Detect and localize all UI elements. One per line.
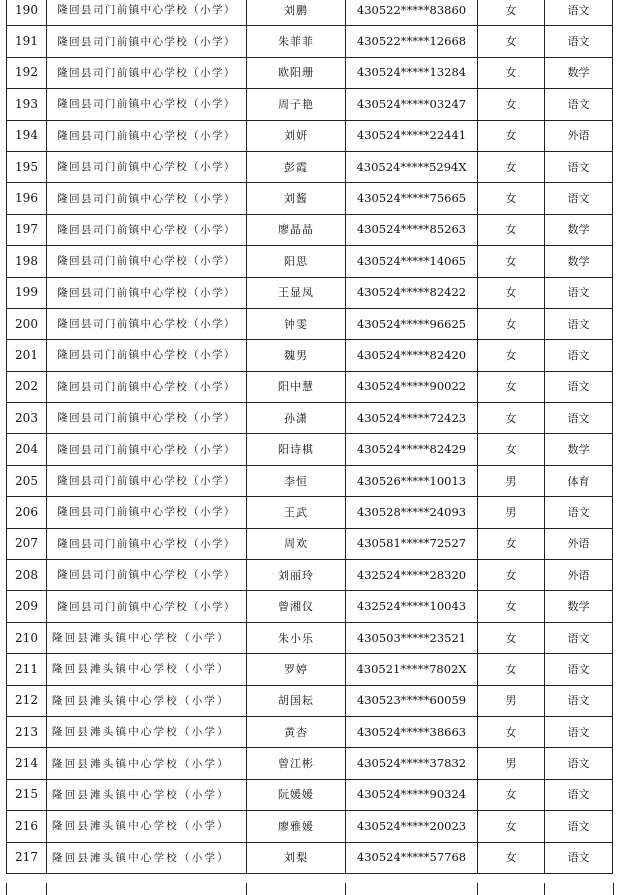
subject-cell: 外语	[545, 120, 613, 151]
subject-cell: 语文	[545, 340, 613, 371]
teacher-name-cell: 刘鹏	[247, 0, 346, 26]
school-name-cell: 隆回县滩头镇中心学校（小学）	[47, 654, 247, 685]
teacher-name-cell: 周欢	[247, 528, 346, 559]
teacher-name-cell: 王武	[247, 497, 346, 528]
row-number-cell: 212	[7, 685, 47, 716]
table-row	[7, 497, 613, 528]
gender-cell: 男	[478, 748, 545, 779]
table-row	[7, 716, 613, 747]
school-name-cell: 隆回县司门前镇中心学校（小学）	[47, 183, 247, 214]
school-name-cell: 隆回县司门前镇中心学校（小学）	[47, 497, 247, 528]
id-number-cell: 430524*****82422	[346, 277, 478, 308]
row-number-cell: 195	[7, 151, 47, 182]
gender-cell: 女	[478, 842, 545, 873]
table-row	[7, 151, 613, 182]
id-number-cell: 430522*****83860	[346, 0, 478, 26]
subject-cell: 语文	[545, 26, 613, 57]
gender-cell: 女	[478, 277, 545, 308]
gender-cell: 女	[478, 120, 545, 151]
school-name-cell: 隆回县司门前镇中心学校（小学）	[47, 434, 247, 465]
row-number-cell: 205	[7, 465, 47, 496]
id-number-cell: 430524*****82429	[346, 434, 478, 465]
teacher-name-cell: 阳中慧	[247, 371, 346, 402]
subject-cell: 语文	[545, 308, 613, 339]
teacher-name-cell: 欧阳珊	[247, 57, 346, 88]
teacher-name-cell: 廖雅媛	[247, 811, 346, 842]
gender-cell: 女	[478, 560, 545, 591]
id-number-cell: 432524*****10043	[346, 591, 478, 622]
table-row	[7, 842, 613, 873]
id-number-cell: 430524*****20023	[346, 811, 478, 842]
id-number-cell: 430524*****13284	[346, 57, 478, 88]
gender-cell: 女	[478, 151, 545, 182]
row-number-cell: 198	[7, 246, 47, 277]
subject-cell: 体育	[545, 465, 613, 496]
subject-cell: 语文	[545, 151, 613, 182]
teacher-name-cell: 阮媛媛	[247, 779, 346, 810]
table-row	[7, 622, 613, 653]
school-name-cell: 隆回县司门前镇中心学校（小学）	[47, 57, 247, 88]
subject-cell: 语文	[545, 622, 613, 653]
row-number-cell: 197	[7, 214, 47, 245]
school-name-cell: 隆回县司门前镇中心学校（小学）	[47, 591, 247, 622]
school-name-cell: 隆回县司门前镇中心学校（小学）	[47, 465, 247, 496]
id-number-cell: 430524*****22441	[346, 120, 478, 151]
subject-cell: 数学	[545, 591, 613, 622]
roster-table-body	[7, 0, 613, 873]
school-name-cell: 隆回县司门前镇中心学校（小学）	[47, 340, 247, 371]
id-number-cell: 430524*****82420	[346, 340, 478, 371]
school-name-cell: 隆回县司门前镇中心学校（小学）	[47, 151, 247, 182]
gender-cell: 女	[478, 214, 545, 245]
row-number-cell: 211	[7, 654, 47, 685]
table-row	[7, 528, 613, 559]
teacher-name-cell: 朱菲菲	[247, 26, 346, 57]
teacher-name-cell: 阳思	[247, 246, 346, 277]
teacher-name-cell: 孙潇	[247, 403, 346, 434]
row-number-cell: 207	[7, 528, 47, 559]
roster-table	[6, 0, 613, 874]
row-number-cell: 190	[7, 0, 47, 26]
row-number-cell: 193	[7, 89, 47, 120]
subject-cell: 语文	[545, 716, 613, 747]
subject-cell: 数学	[545, 214, 613, 245]
school-name-cell: 隆回县司门前镇中心学校（小学）	[47, 560, 247, 591]
row-number-cell: 196	[7, 183, 47, 214]
school-name-cell: 隆回县司门前镇中心学校（小学）	[47, 120, 247, 151]
id-number-cell: 430524*****90324	[346, 779, 478, 810]
table-row	[7, 89, 613, 120]
id-number-cell: 430524*****38663	[346, 716, 478, 747]
subject-cell: 语文	[545, 842, 613, 873]
subject-cell: 语文	[545, 0, 613, 26]
gender-cell: 女	[478, 340, 545, 371]
row-number-cell: 204	[7, 434, 47, 465]
teacher-name-cell: 罗婷	[247, 654, 346, 685]
teacher-name-cell: 彭霞	[247, 151, 346, 182]
teacher-name-cell: 王显凤	[247, 277, 346, 308]
row-number-cell: 209	[7, 591, 47, 622]
id-number-cell: 430526*****10013	[346, 465, 478, 496]
school-name-cell: 隆回县司门前镇中心学校（小学）	[47, 0, 247, 26]
table-row	[7, 560, 613, 591]
id-number-cell: 430524*****96625	[346, 308, 478, 339]
school-name-cell: 隆回县司门前镇中心学校（小学）	[47, 403, 247, 434]
table-row	[7, 308, 613, 339]
table-row	[7, 465, 613, 496]
row-number-cell: 206	[7, 497, 47, 528]
table-row	[7, 371, 613, 402]
subject-cell: 语文	[545, 748, 613, 779]
subject-cell: 语文	[545, 497, 613, 528]
row-number-cell: 200	[7, 308, 47, 339]
gender-cell: 女	[478, 779, 545, 810]
school-name-cell: 隆回县司门前镇中心学校（小学）	[47, 528, 247, 559]
id-number-cell: 430521*****7802X	[346, 654, 478, 685]
id-number-cell: 430524*****72423	[346, 403, 478, 434]
table-row	[7, 685, 613, 716]
row-number-cell: 202	[7, 371, 47, 402]
school-name-cell: 隆回县滩头镇中心学校（小学）	[47, 779, 247, 810]
roster-table-wrapper	[6, 0, 613, 874]
gender-cell: 女	[478, 26, 545, 57]
teacher-name-cell: 刘酱	[247, 183, 346, 214]
school-name-cell: 隆回县滩头镇中心学校（小学）	[47, 685, 247, 716]
id-number-cell: 430524*****57768	[346, 842, 478, 873]
gender-cell: 女	[478, 371, 545, 402]
subject-cell: 外语	[545, 528, 613, 559]
row-number-cell: 208	[7, 560, 47, 591]
subject-cell: 数学	[545, 434, 613, 465]
school-name-cell: 隆回县滩头镇中心学校（小学）	[47, 716, 247, 747]
table-row	[7, 748, 613, 779]
id-number-cell: 430524*****85263	[346, 214, 478, 245]
id-number-cell: 430581*****72527	[346, 528, 478, 559]
row-number-cell: 217	[7, 842, 47, 873]
subject-cell: 语文	[545, 277, 613, 308]
gender-cell: 女	[478, 591, 545, 622]
id-number-cell: 430524*****5294X	[346, 151, 478, 182]
table-row	[7, 214, 613, 245]
subject-cell: 语文	[545, 654, 613, 685]
row-number-cell: 194	[7, 120, 47, 151]
teacher-name-cell: 曾湘仪	[247, 591, 346, 622]
id-number-cell: 432524*****28320	[346, 560, 478, 591]
gender-cell: 女	[478, 183, 545, 214]
table-row	[7, 246, 613, 277]
table-row	[7, 277, 613, 308]
table-row	[7, 340, 613, 371]
row-number-cell: 191	[7, 26, 47, 57]
row-number-cell: 201	[7, 340, 47, 371]
teacher-name-cell: 李恒	[247, 465, 346, 496]
id-number-cell: 430524*****14065	[346, 246, 478, 277]
school-name-cell: 隆回县滩头镇中心学校（小学）	[47, 748, 247, 779]
teacher-name-cell: 曾江彬	[247, 748, 346, 779]
id-number-cell: 430524*****90022	[346, 371, 478, 402]
id-number-cell: 430522*****12668	[346, 26, 478, 57]
row-number-cell: 203	[7, 403, 47, 434]
gender-cell: 女	[478, 89, 545, 120]
subject-cell: 语文	[545, 685, 613, 716]
table-row	[7, 434, 613, 465]
table-row	[7, 654, 613, 685]
table-row	[7, 591, 613, 622]
row-number-cell: 215	[7, 779, 47, 810]
school-name-cell: 隆回县司门前镇中心学校（小学）	[47, 246, 247, 277]
teacher-name-cell: 刘妍	[247, 120, 346, 151]
row-number-cell: 216	[7, 811, 47, 842]
teacher-name-cell: 刘丽玲	[247, 560, 346, 591]
gender-cell: 男	[478, 497, 545, 528]
school-name-cell: 隆回县滩头镇中心学校（小学）	[47, 811, 247, 842]
school-name-cell: 隆回县司门前镇中心学校（小学）	[47, 308, 247, 339]
id-number-cell: 430524*****03247	[346, 89, 478, 120]
table-row	[7, 0, 613, 26]
subject-cell: 语文	[545, 811, 613, 842]
gender-cell: 女	[478, 622, 545, 653]
teacher-name-cell: 廖晶晶	[247, 214, 346, 245]
table-row	[7, 26, 613, 57]
teacher-name-cell: 阳诗棋	[247, 434, 346, 465]
row-number-cell: 192	[7, 57, 47, 88]
subject-cell: 语文	[545, 779, 613, 810]
school-name-cell: 隆回县滩头镇中心学校（小学）	[47, 842, 247, 873]
id-number-cell: 430524*****37832	[346, 748, 478, 779]
school-name-cell: 隆回县司门前镇中心学校（小学）	[47, 371, 247, 402]
school-name-cell: 隆回县司门前镇中心学校（小学）	[47, 26, 247, 57]
teacher-name-cell: 朱小乐	[247, 622, 346, 653]
subject-cell: 语文	[545, 183, 613, 214]
id-number-cell: 430528*****24093	[346, 497, 478, 528]
table-row	[7, 57, 613, 88]
table-row	[7, 811, 613, 842]
gender-cell: 女	[478, 57, 545, 88]
school-name-cell: 隆回县司门前镇中心学校（小学）	[47, 277, 247, 308]
teacher-name-cell: 钟雯	[247, 308, 346, 339]
id-number-cell: 430503*****23521	[346, 622, 478, 653]
table-row	[7, 183, 613, 214]
subject-cell: 数学	[545, 57, 613, 88]
gender-cell: 女	[478, 246, 545, 277]
subject-cell: 数学	[545, 246, 613, 277]
gender-cell: 女	[478, 716, 545, 747]
subject-cell: 语文	[545, 371, 613, 402]
gender-cell: 女	[478, 403, 545, 434]
gender-cell: 女	[478, 811, 545, 842]
teacher-name-cell: 黄杏	[247, 716, 346, 747]
id-number-cell: 430523*****60059	[346, 685, 478, 716]
row-number-cell: 213	[7, 716, 47, 747]
next-row-stub	[6, 883, 614, 895]
subject-cell: 语文	[545, 89, 613, 120]
gender-cell: 男	[478, 465, 545, 496]
table-row	[7, 779, 613, 810]
gender-cell: 女	[478, 528, 545, 559]
subject-cell: 语文	[545, 403, 613, 434]
row-number-cell: 214	[7, 748, 47, 779]
teacher-name-cell: 周子艳	[247, 89, 346, 120]
table-row	[7, 403, 613, 434]
school-name-cell: 隆回县滩头镇中心学校（小学）	[47, 622, 247, 653]
subject-cell: 外语	[545, 560, 613, 591]
row-number-cell: 199	[7, 277, 47, 308]
gender-cell: 男	[478, 685, 545, 716]
teacher-name-cell: 魏男	[247, 340, 346, 371]
table-row	[7, 120, 613, 151]
school-name-cell: 隆回县司门前镇中心学校（小学）	[47, 214, 247, 245]
gender-cell: 女	[478, 434, 545, 465]
gender-cell: 女	[478, 654, 545, 685]
row-number-cell: 210	[7, 622, 47, 653]
teacher-name-cell: 胡国耘	[247, 685, 346, 716]
gender-cell: 女	[478, 0, 545, 26]
teacher-name-cell: 刘梨	[247, 842, 346, 873]
gender-cell: 女	[478, 308, 545, 339]
id-number-cell: 430524*****75665	[346, 183, 478, 214]
school-name-cell: 隆回县司门前镇中心学校（小学）	[47, 89, 247, 120]
